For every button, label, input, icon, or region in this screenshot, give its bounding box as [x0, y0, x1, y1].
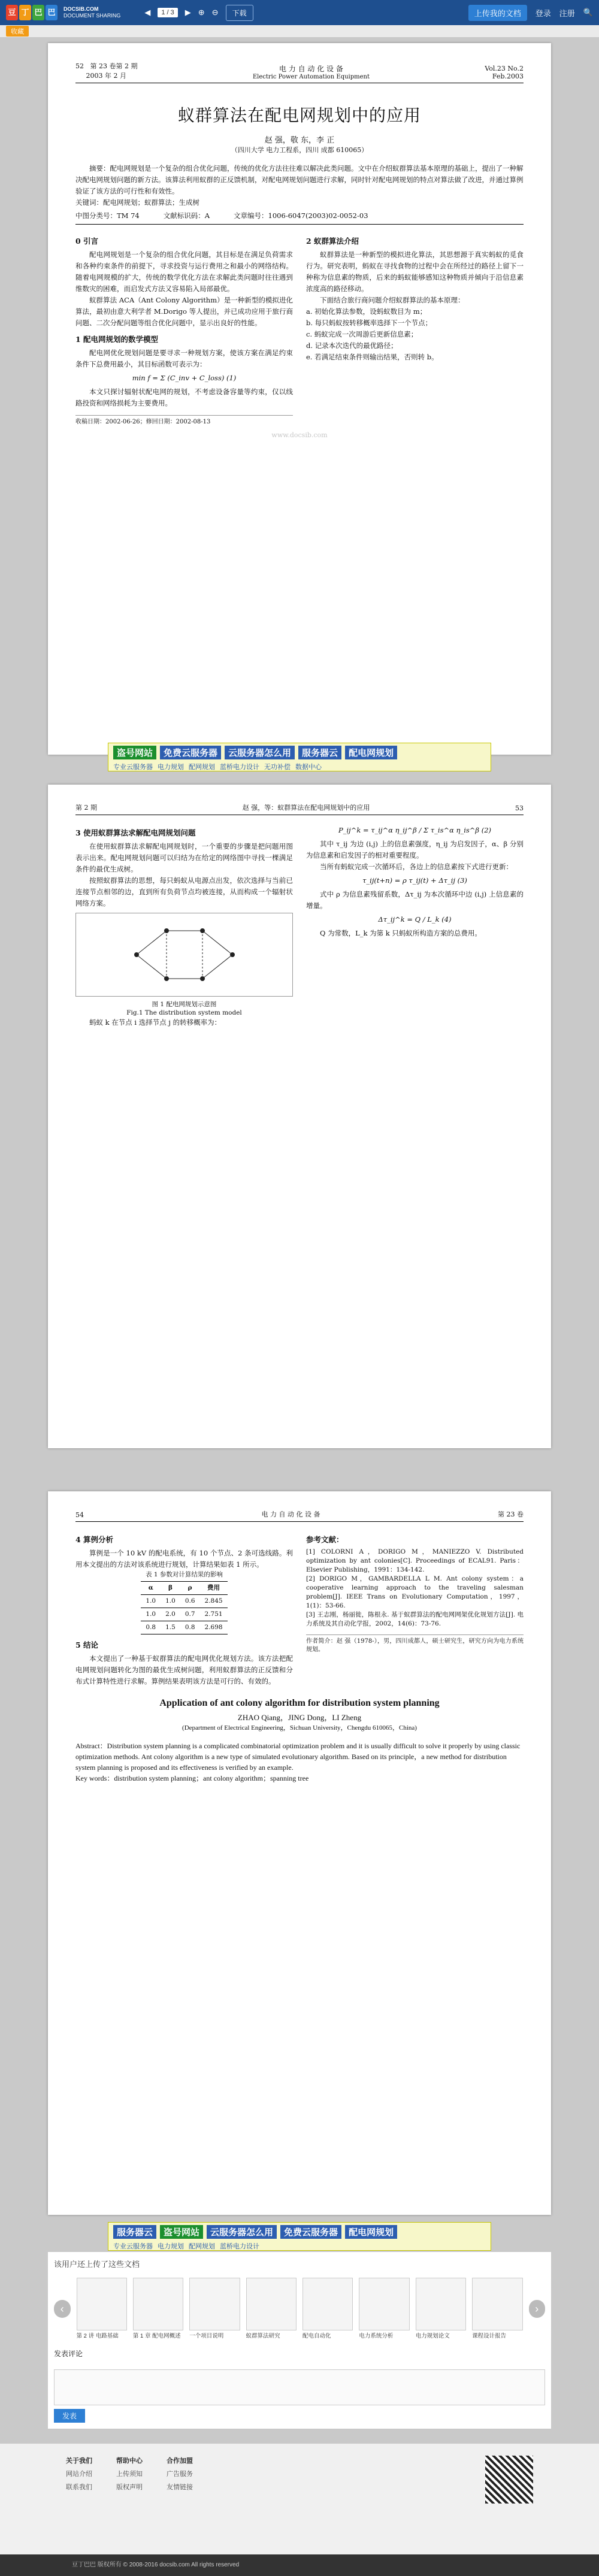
section-heading: 2 蚁群算法介绍 [306, 237, 359, 246]
paragraph: Q 为常数，L_k 为第 k 只蚂蚁所构造方案的总费用。 [320, 929, 482, 937]
date: 2003 年 2 月 [86, 72, 126, 80]
ad-link[interactable]: 专业云服务器 [113, 2243, 153, 2250]
section-heading: 0 引言 [75, 237, 99, 246]
doc-thumbnail[interactable] [302, 2278, 353, 2340]
doc-thumbnail[interactable] [472, 2278, 522, 2340]
footer [0, 2444, 599, 2576]
doc-thumbnail[interactable] [246, 2278, 297, 2340]
ad-label[interactable]: 盗号网站 [160, 2225, 203, 2239]
paragraph: 式中 ρ 为信息素残留系数，Δτ_ij 为本次循环中边 (i,j) 上信息素的增量。 [306, 890, 524, 910]
journal-name: 电 力 自 动 化 设 备 [279, 65, 343, 73]
table-cell: 0.8 [180, 1621, 200, 1634]
paragraph: 按照蚁群算法的思想，每只蚂蚁从电源点出发，依次选择与当前已连接节点相邻的边，直到所有负荷节点均被连接，从而构成一个辐射状网络方案。 [75, 876, 293, 907]
section-heading: 3 使用蚁群算法求解配电网规划问题 [75, 828, 196, 837]
logo-char: 巴 [32, 5, 44, 20]
figure-caption-en: Fig.1 The distribution system model [126, 1009, 242, 1016]
logo-char: 巴 [46, 5, 58, 20]
reference-item: [2] DORIGO M，GAMBARDELLA L M. Ant colony system：a cooperative learning approach to the traveling salesman problem[J]. IEEE Trans on Evolutionary Computation，1997，1(1)：53-66. [306, 1575, 524, 1609]
equation: P_ij^k = τ_ij^α η_ij^β / Σ τ_is^α η_is^β (2) [338, 826, 492, 834]
page-number: 54 [75, 1511, 84, 1519]
copyright: 豆丁巴巴 版权所有 © 2008-2016 docsib.com All rights reserved [0, 2554, 599, 2576]
equation: Δτ_ij^k = Q / L_k (4) [378, 915, 452, 924]
thumb-label: 第 2 讲 电路基础 [76, 2333, 119, 2339]
table-cell: 2.751 [200, 1608, 228, 1621]
table-caption: 表 1 参数对计算结果的影响 [146, 1571, 223, 1578]
ad-banner[interactable] [108, 743, 491, 771]
thumb-label: 课程设计报告 [472, 2333, 507, 2339]
footnote: 收稿日期：2002-06-26；修回日期：2002-08-13 [75, 415, 293, 426]
footer-link[interactable]: 联系我们 [66, 2484, 92, 2491]
footer-link[interactable]: 网站介绍 [66, 2471, 92, 2478]
list-item: e. 若满足结束条件则输出结果，否则转 b。 [306, 353, 438, 361]
left-column [75, 231, 293, 426]
thumb-label: 一个项目说明 [189, 2333, 224, 2339]
document-page-3 [48, 1491, 551, 2215]
date-en: Feb.2003 [492, 72, 524, 80]
doc-thumbnail[interactable] [416, 2278, 466, 2340]
ad-link[interactable]: 配网规划 [189, 764, 215, 771]
right-column [306, 231, 524, 426]
results-table [141, 1581, 227, 1634]
reference-item: [3] 王志刚，杨丽徙，陈根永. 基于蚁群算法的配电网网架优化规划方法[J]. 电力系统及其自动化学报，2002，14(6)：73-76. [306, 1611, 524, 1627]
related-heading: 该用户还上传了这些文档 [54, 2260, 140, 2269]
zoom-in-icon[interactable]: ⊕ [198, 8, 205, 17]
table-cell: 1.0 [141, 1608, 161, 1621]
ad-label[interactable]: 云服务器怎么用 [225, 746, 295, 759]
logo-sub: DOCUMENT SHARING [63, 13, 121, 19]
next-page-icon[interactable]: ▶ [184, 8, 191, 17]
footer-heading: 合作加盟 [167, 2457, 193, 2465]
footer-link[interactable]: 上传须知 [116, 2471, 143, 2478]
sub-toolbar [0, 25, 599, 37]
table-row [141, 1621, 227, 1634]
table-cell: 0.8 [141, 1621, 161, 1634]
list-item: a. 初始化算法参数，设蚂蚁数目为 m； [306, 307, 427, 316]
ad-link[interactable]: 电力规划 [158, 764, 184, 771]
ad-link[interactable]: 专业云服务器 [113, 764, 153, 771]
table-cell: 0.7 [180, 1608, 200, 1621]
send-button[interactable]: 发表 [54, 2409, 85, 2423]
paragraph: 蚁群算法 ACA（Ant Colony Algorithm）是一种新型的模拟进化算法，最初由意大利学者 M.Dorigo 等人提出，并已成功应用于旅行商问题、二次分配问题等组合优化问题中，显示出良好的性能。 [75, 296, 293, 327]
page-number: 53 [515, 804, 524, 812]
ad-label[interactable]: 免费云服务器 [280, 2225, 341, 2239]
ad-banner[interactable] [108, 2222, 491, 2251]
logo-site: DOCSIB.COM [63, 6, 99, 12]
document-page-2 [48, 785, 551, 1448]
section-heading: 5 结论 [75, 1640, 99, 1649]
page-header [75, 61, 524, 83]
doc-code: 文献标识码：A [163, 211, 210, 220]
table-cell: 0.6 [180, 1595, 200, 1608]
comment-input[interactable] [54, 2369, 545, 2405]
left-column [75, 822, 293, 1028]
volume-en: Vol.23 No.2 [485, 65, 524, 72]
ad-link[interactable]: 无功补偿 [264, 764, 291, 771]
footer-link[interactable]: 友情链接 [167, 2484, 193, 2491]
right-column [306, 822, 524, 1028]
author-bio: 作者简介：赵 强（1978-），男，四川成都人，硕士研究生，研究方向为电力系统规划。 [306, 1634, 524, 1654]
table-row [141, 1595, 227, 1608]
search-icon[interactable]: 🔍 [583, 8, 593, 17]
comment-label: 发表评论 [54, 2350, 83, 2358]
ad-link[interactable]: 数据中心 [295, 764, 322, 771]
ad-label[interactable]: 配电网规划 [345, 2225, 397, 2239]
ad-label[interactable]: 云服务器怎么用 [207, 2225, 277, 2239]
classification [75, 211, 524, 225]
table-cell: 1.5 [161, 1621, 180, 1634]
page-header [75, 803, 524, 815]
chevron-left-icon[interactable]: ‹ [54, 2300, 71, 2318]
paragraph: 本文提出了一种基于蚁群算法的配电网优化规划方法。该方法把配电网规划问题转化为图的最优生成树问题，利用蚁群算法的正反馈和分布式计算特性进行求解。算例结果表明该方法是可行的、有效的。 [75, 1654, 293, 1685]
section-heading: 1 配电网规划的数学模型 [75, 335, 159, 344]
keywords: 关键词：配电网规划；蚁群算法；生成树 [75, 198, 199, 207]
page-number: 52 [75, 62, 84, 70]
ad-link[interactable]: 蓝桥电力设计 [220, 2243, 259, 2250]
document-page-1 [48, 43, 551, 755]
prev-page-icon[interactable]: ◀ [144, 8, 151, 17]
english-title: Application of ant colony algorithm for distribution system planning [159, 1698, 440, 1708]
network-diagram [125, 919, 244, 991]
paragraph: 当所有蚂蚁完成一次循环后，各边上的信息素按下式进行更新： [320, 862, 513, 871]
journal-name: 电 力 自 动 化 设 备 [261, 1511, 320, 1518]
collect-button[interactable]: 收藏 [6, 26, 29, 37]
doc-thumbnail[interactable] [133, 2278, 183, 2340]
table-cell: 2.698 [200, 1621, 228, 1634]
ad-link[interactable]: 蓝桥电力设计 [220, 764, 259, 771]
volume: 第 23 卷第 2 期 [90, 62, 138, 70]
table-header: 费用 [200, 1582, 228, 1595]
figure [75, 913, 293, 997]
equation: τ_ij(t+n) = ρ τ_ij(t) + Δτ_ij (3) [362, 876, 467, 885]
register-link[interactable]: 注册 [559, 8, 575, 18]
english-affiliation: (Department of Electrical Engineering，Sichuan University，Chengdu 610065，China) [182, 1724, 417, 1732]
paper-title: 蚁群算法在配电网规划中的应用 [177, 105, 421, 125]
volume: 第 23 卷 [497, 1511, 524, 1518]
doc-thumbnail[interactable] [359, 2278, 409, 2340]
authors: 赵 强，敬 东，李 正 [264, 136, 335, 145]
doc-thumbnail[interactable] [189, 2278, 240, 2340]
right-column [306, 1529, 524, 1687]
footer-heading: 帮助中心 [116, 2457, 143, 2465]
equation: min f = Σ (C_inv + C_loss) (1) [132, 374, 237, 382]
top-toolbar [0, 0, 599, 25]
footer-link[interactable]: 广告服务 [167, 2471, 193, 2478]
section-heading: 4 算例分析 [75, 1535, 114, 1544]
upload-button[interactable]: 上传我的文档 [468, 5, 527, 21]
list-item: c. 蚂蚁完成一次周游后更新信息素； [306, 330, 418, 338]
table-cell: 1.0 [161, 1595, 180, 1608]
thumb-label: 电力系统分析 [359, 2333, 394, 2339]
ad-link[interactable]: 配网规划 [189, 2243, 215, 2250]
table-cell: 2.0 [161, 1608, 180, 1621]
figure-caption: 图 1 配电网规划示意图 [152, 1001, 217, 1008]
ad-link[interactable]: 电力规划 [158, 2243, 184, 2250]
logo-text [63, 6, 120, 19]
thumb-label: 蚁群算法研究 [246, 2333, 280, 2339]
list-item: b. 每只蚂蚁按转移概率选择下一个节点； [306, 319, 432, 327]
related-docs [48, 2252, 551, 2429]
table-header: α [141, 1582, 161, 1595]
footer-heading: 关于我们 [66, 2457, 92, 2465]
thumb-label: 配电自动化 [302, 2333, 331, 2339]
ad-label[interactable]: 免费云服务器 [160, 746, 221, 759]
table-cell: 1.0 [141, 1595, 161, 1608]
table-header: ρ [180, 1582, 200, 1595]
paragraph: 下面结合旅行商问题介绍蚁群算法的基本原理： [320, 296, 465, 304]
left-column [75, 1529, 293, 1687]
english-authors: ZHAO Qiang，JING Dong，LI Zheng [237, 1713, 362, 1722]
thumb-label: 电力规划论文 [415, 2333, 450, 2339]
paragraph: 蚁群算法是一种新型的模拟进化算法，其思想源于真实蚂蚁的觅食行为。研究表明，蚂蚁在寻找食物的过程中会在所经过的路径上留下一种称为信息素的物质，后来的蚂蚁能够感知这种物质并倾向于沿信息素浓度高的路径移动。 [306, 250, 524, 293]
zoom-out-icon[interactable]: ⊖ [211, 8, 219, 17]
references-heading: 参考文献： [306, 1535, 344, 1544]
paragraph: 在使用蚁群算法求解配电网规划时，一个重要的步骤是把问题用图表示出来。配电网规划问题可以归结为在给定的网络图中寻找一棵满足条件的最优生成树。 [75, 842, 293, 873]
ad-label[interactable]: 服务器云 [298, 746, 341, 759]
footer-link[interactable]: 版权声明 [116, 2484, 143, 2491]
paragraph: 算例是一个 10 kV 的配电系统，有 10 个节点、2 条可选线路。利用本文提出的方法对该系统进行规划，计算结果如表 1 所示。 [75, 1549, 293, 1569]
table-header: β [161, 1582, 180, 1595]
issue: 第 2 期 [75, 804, 97, 812]
logo-char: 豆 [6, 5, 18, 20]
doc-thumbnail[interactable] [77, 2278, 127, 2340]
running-title: 赵 强，等：蚁群算法在配电网规划中的应用 [242, 804, 370, 812]
thumb-label: 第 1 章 配电网概述 [132, 2333, 181, 2339]
paragraph: 其中 τ_ij 为边 (i,j) 上的信息素强度，η_ij 为启发因子，α、β 分别为信息素和启发因子的相对重要程度。 [306, 840, 524, 859]
abstract: 摘要：配电网规划是一个复杂的组合优化问题，传统的优化方法往往难以解决此类问题。文中在介绍蚁群算法基本原理的基础上，提出了一种解决配电网规划问题的新方法。该算法利用蚁群的正反馈机制，对配电网规划问题进行求解，同时针对配电网规划的特点对算法做了改进，并通过算例验证了该方法的可行性和有效性。 [75, 164, 524, 195]
ad-label[interactable]: 配电网规划 [345, 746, 397, 759]
page-indicator[interactable]: 1 / 3 [158, 8, 177, 17]
reference-item: [1] COLORNI A，DORIGO M，MANIEZZO V. Distributed optimization by ant colonies[C]. Proceedings of ECAL91. Paris：Elsevier Publishing，1991：134-142. [306, 1548, 524, 1573]
clc-number: 中图分类号：TM 74 [75, 211, 140, 220]
table-cell: 2.845 [200, 1595, 228, 1608]
english-keywords: Key words：distribution system planning；ant colony algorithm；spanning tree [75, 1774, 309, 1782]
paragraph: 蚂蚁 k 在节点 i 选择节点 j 的转移概率为： [89, 1018, 222, 1027]
chevron-right-icon[interactable]: › [529, 2300, 546, 2318]
article-number: 文章编号：1006-6047(2003)02-0052-03 [234, 211, 368, 220]
table-row [141, 1608, 227, 1621]
ad-label[interactable]: 盗号网站 [113, 746, 156, 759]
ad-label[interactable]: 服务器云 [113, 2225, 156, 2239]
page-header [75, 1509, 524, 1522]
list-item: d. 记录本次迭代的最优路径； [306, 341, 398, 350]
paragraph: 配电网规划是一个复杂的组合优化问题，其目标是在满足负荷需求和各种约束条件的前提下，寻求投资与运行费用之和最小的网络结构。随着电网规模的扩大，传统的数学优化方法在求解此类问题时往往遇到维数灾的困难，而启发式方法又容易陷入局部最优。 [75, 250, 293, 293]
paragraph: 配电网优化规划问题是要寻求一种规划方案，使该方案在满足约束条件下总费用最小，其目标函数可表示为： [75, 349, 293, 368]
download-button[interactable]: 下载 [226, 5, 253, 21]
watermark: www.docsib.com [271, 431, 328, 439]
english-abstract: Abstract：Distribution system planning is a complicated combinatorial optimization problem and it is usually difficult to solve it properly by using classic optimization methods. Ant colony algorithm is a new type of simulated evolutionary algorithm. Based on its principle，a new method for distribution system planning is proposed and its effectiveness is verified by an example. [75, 1742, 521, 1772]
journal-name-en: Electric Power Automation Equipment [252, 74, 370, 80]
login-link[interactable]: 登录 [535, 8, 551, 18]
logo-char: 丁 [19, 5, 31, 20]
paragraph: 本文只探讨辐射状配电网的规划，不考虑设备容量等约束，仅以线路投资和网络损耗为主要费用。 [75, 388, 293, 407]
affiliation: （四川大学 电力工程系，四川 成都 610065） [231, 146, 368, 154]
qr-code-icon [485, 2456, 533, 2504]
site-logo[interactable] [6, 5, 58, 20]
